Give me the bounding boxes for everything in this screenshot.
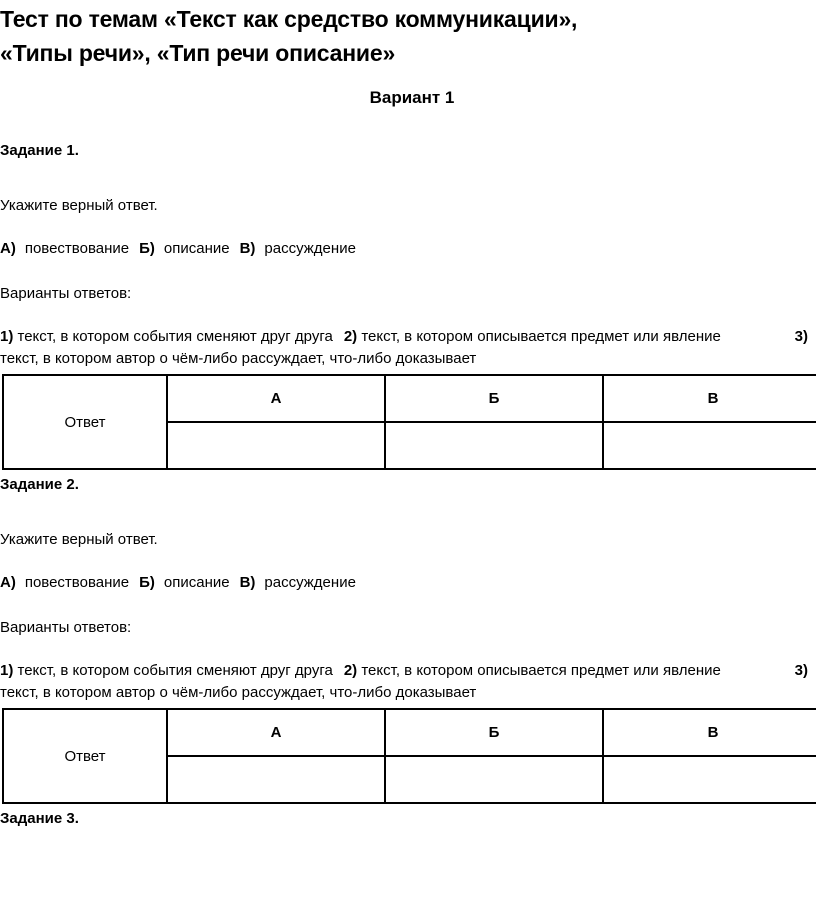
task-3-heading: Задание 3.	[0, 810, 79, 827]
task-1-option-v-text: рассуждение	[264, 240, 356, 257]
task-2-option-v-text: рассуждение	[264, 574, 356, 591]
task-1-instruction: Укажите верный ответ.	[0, 197, 158, 214]
task-1-answer-2-text: текст, в котором описывается предмет или явление	[361, 328, 721, 345]
task-2-answer-2-num: 2)	[343, 662, 358, 679]
task-2-table-header-b: Б	[385, 709, 603, 756]
task-1-answer-3-text: текст, в котором автор о чём-либо рассуждает, что-либо доказывает	[0, 350, 477, 367]
task-1-table-row-label: Ответ	[3, 375, 167, 469]
title-line-1: Тест по темам «Текст как средство коммуникации»,	[0, 6, 578, 32]
task-2-option-b-letter: Б)	[139, 574, 155, 591]
task-2-answers-text	[0, 660, 814, 704]
task-2-answer-table	[2, 708, 816, 804]
task-1-answer-3-num: 3)	[794, 328, 808, 345]
task-1-option-b-text: описание	[163, 240, 230, 257]
task-2-table-header-a: А	[167, 709, 385, 756]
task-1-option-a-letter: А)	[0, 240, 16, 257]
task-2-table-cell-v[interactable]	[603, 756, 816, 803]
task-2-instruction: Укажите верный ответ.	[0, 531, 158, 548]
task-2-table-cell-a[interactable]	[167, 756, 385, 803]
task-1-answer-2-num: 2)	[343, 328, 358, 345]
document-title	[0, 2, 577, 70]
task-2-answer-1-text: текст, в котором события сменяют друг друга	[17, 662, 333, 679]
task-1-answer-table	[2, 374, 816, 470]
task-1-answer-1-num: 1)	[0, 328, 14, 345]
task-2-options	[0, 574, 356, 591]
task-1-answers-text	[0, 326, 814, 370]
task-1-table-cell-v[interactable]	[603, 422, 816, 469]
task-1-heading: Задание 1.	[0, 142, 79, 159]
task-2-option-v-letter: В)	[239, 574, 256, 591]
task-1-options	[0, 240, 356, 257]
task-2-heading: Задание 2.	[0, 476, 79, 493]
task-1-table-cell-b[interactable]	[385, 422, 603, 469]
task-1-answer-1-text: текст, в котором события сменяют друг друга	[17, 328, 333, 345]
task-2-variants-label: Варианты ответов:	[0, 619, 132, 636]
task-2-option-b-text: описание	[163, 574, 230, 591]
task-2-answer-3-text: текст, в котором автор о чём-либо рассуждает, что-либо доказывает	[0, 684, 477, 701]
task-2-table-cell-b[interactable]	[385, 756, 603, 803]
task-2-option-a-letter: А)	[0, 574, 16, 591]
task-1-table-cell-a[interactable]	[167, 422, 385, 469]
task-1-variants-label: Варианты ответов:	[0, 285, 132, 302]
title-line-2: «Типы речи», «Тип речи описание»	[0, 40, 396, 66]
task-1-option-a-text: повествование	[24, 240, 130, 257]
task-1-option-b-letter: Б)	[139, 240, 155, 257]
task-1-table-header-a: А	[167, 375, 385, 422]
task-2-answer-3-num: 3)	[794, 662, 808, 679]
task-1-table-header-b: Б	[385, 375, 603, 422]
task-2-table-header-v: В	[603, 709, 816, 756]
task-2-option-a-text: повествование	[24, 574, 130, 591]
task-2-answer-1-num: 1)	[0, 662, 14, 679]
variant-heading: Вариант 1	[369, 88, 455, 107]
task-1-option-v-letter: В)	[239, 240, 256, 257]
task-1-table-header-v: В	[603, 375, 816, 422]
task-2-answer-2-text: текст, в котором описывается предмет или явление	[361, 662, 721, 679]
task-2-table-row-label: Ответ	[3, 709, 167, 803]
